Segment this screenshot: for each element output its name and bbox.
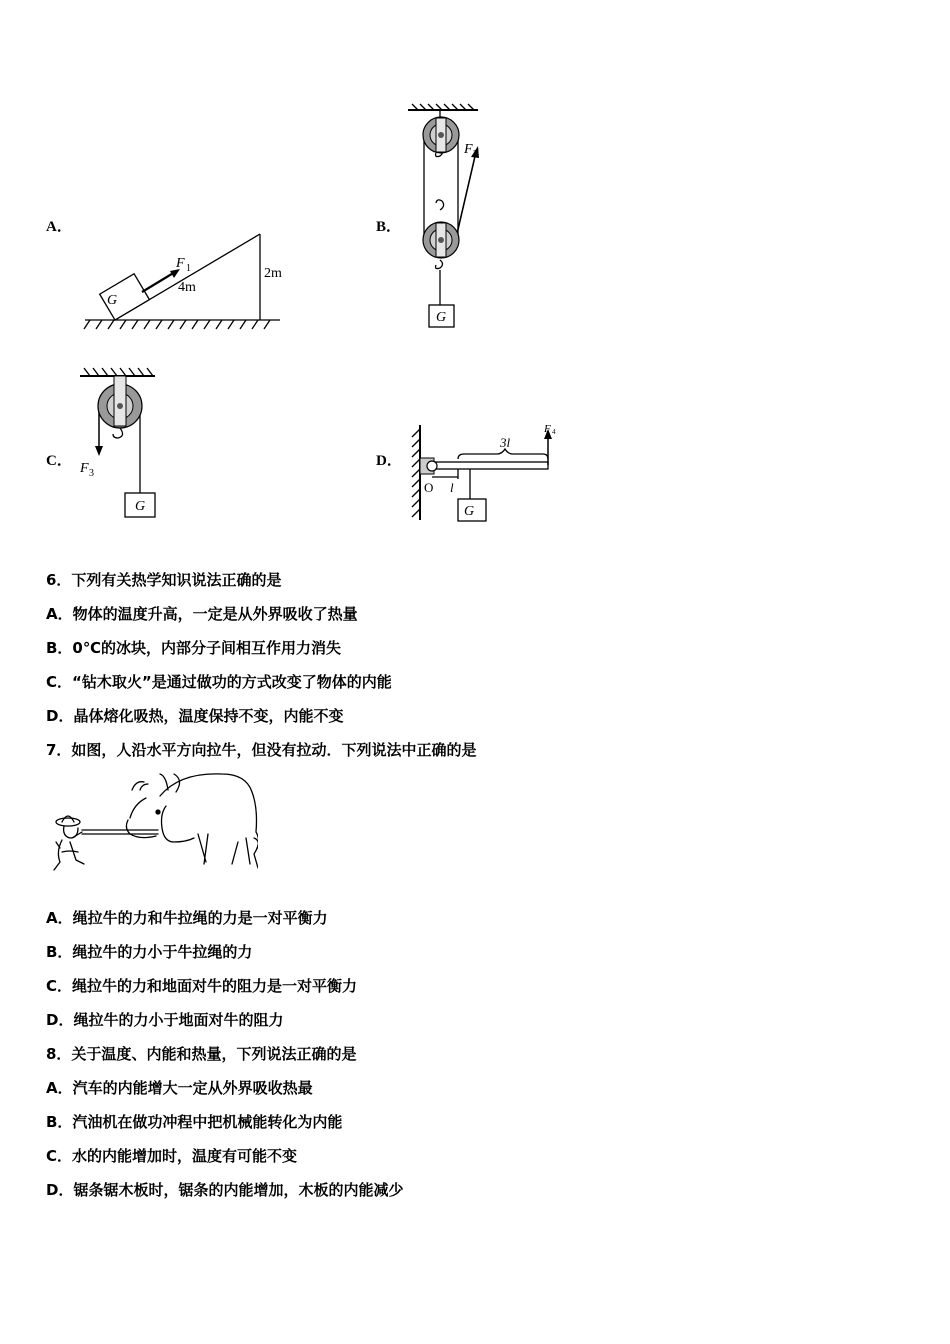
figure-d-lever <box>400 415 570 525</box>
force-label-f1: F <box>176 256 185 271</box>
option-letter-a: A． <box>46 219 72 235</box>
q7-option-b: B．绳拉牛的力小于牛拉绳的力 <box>46 943 253 961</box>
force-sub-f1: 1 <box>186 263 191 274</box>
ground-hatch <box>84 320 270 329</box>
figure-q7-man-pulling-ox <box>48 768 258 886</box>
figure-c-fixed-pulley <box>70 360 170 525</box>
lever-bar <box>432 462 548 469</box>
force-f1-arrow <box>142 272 175 292</box>
force-label-f4: F <box>544 423 551 435</box>
long-arm-label: 3l <box>500 435 511 450</box>
q6-option-b: B．0℃的冰块，内部分子间相互作用力消失 <box>46 639 342 657</box>
q7-stem: 7．如图，人沿水平方向拉牛，但没有拉动．下列说法中正确的是 <box>46 741 477 759</box>
block-label: G <box>135 499 146 514</box>
block-label: G <box>464 504 475 519</box>
q6-option-a: A．物体的温度升高，一定是从外界吸收了热量 <box>46 605 358 623</box>
block-label: G <box>107 293 118 308</box>
height-label: 2m <box>264 266 282 281</box>
option-letter-d: D． <box>376 453 402 469</box>
force-sub-f4: 4 <box>552 428 556 436</box>
fixed-pulley-icon <box>423 117 459 153</box>
q7-option-c: C．绳拉牛的力和地面对牛的阻力是一对平衡力 <box>46 977 358 995</box>
pivot-icon <box>427 461 437 471</box>
q6-stem: 6．下列有关热学知识说法正确的是 <box>46 571 282 589</box>
slope-length-label: 4m <box>178 280 196 295</box>
q8-stem: 8．关于温度、内能和热量，下列说法正确的是 <box>46 1045 357 1063</box>
ox-icon <box>126 774 258 868</box>
q7-option-d: D．绳拉牛的力小于地面对牛的阻力 <box>46 1011 284 1029</box>
block-label: G <box>436 310 447 325</box>
force-sub-f2: 2 <box>473 149 478 160</box>
man-icon <box>54 816 84 870</box>
force-label-f2: F <box>464 142 473 157</box>
short-arm-label: l <box>450 480 454 495</box>
force-f2-arrow <box>456 152 476 238</box>
q7-option-a: A．绳拉牛的力和牛拉绳的力是一对平衡力 <box>46 909 328 927</box>
option-letter-c: C． <box>46 453 72 469</box>
q6-option-d: D．晶体熔化吸热，温度保持不变，内能不变 <box>46 707 344 725</box>
q8-option-b: B．汽油机在做功冲程中把机械能转化为内能 <box>46 1113 343 1131</box>
q8-option-c: C．水的内能增加时，温度有可能不变 <box>46 1147 298 1165</box>
figure-a-incline <box>80 225 300 335</box>
q8-option-a: A．汽车的内能增大一定从外界吸收热最 <box>46 1079 313 1097</box>
force-sub-f3: 3 <box>89 468 94 479</box>
force-label-f3: F <box>80 461 89 476</box>
pulley-wheel-icon <box>98 376 142 428</box>
figure-b-pulley-block <box>400 100 500 335</box>
q8-option-d: D．锯条锯木板时，锯条的内能增加，木板的内能减少 <box>46 1181 404 1199</box>
q6-option-c: C．“钻木取火”是通过做功的方式改变了物体的内能 <box>46 673 392 691</box>
option-letter-b: B． <box>376 219 402 235</box>
movable-pulley-icon <box>423 222 459 258</box>
pivot-label: O <box>424 480 434 495</box>
